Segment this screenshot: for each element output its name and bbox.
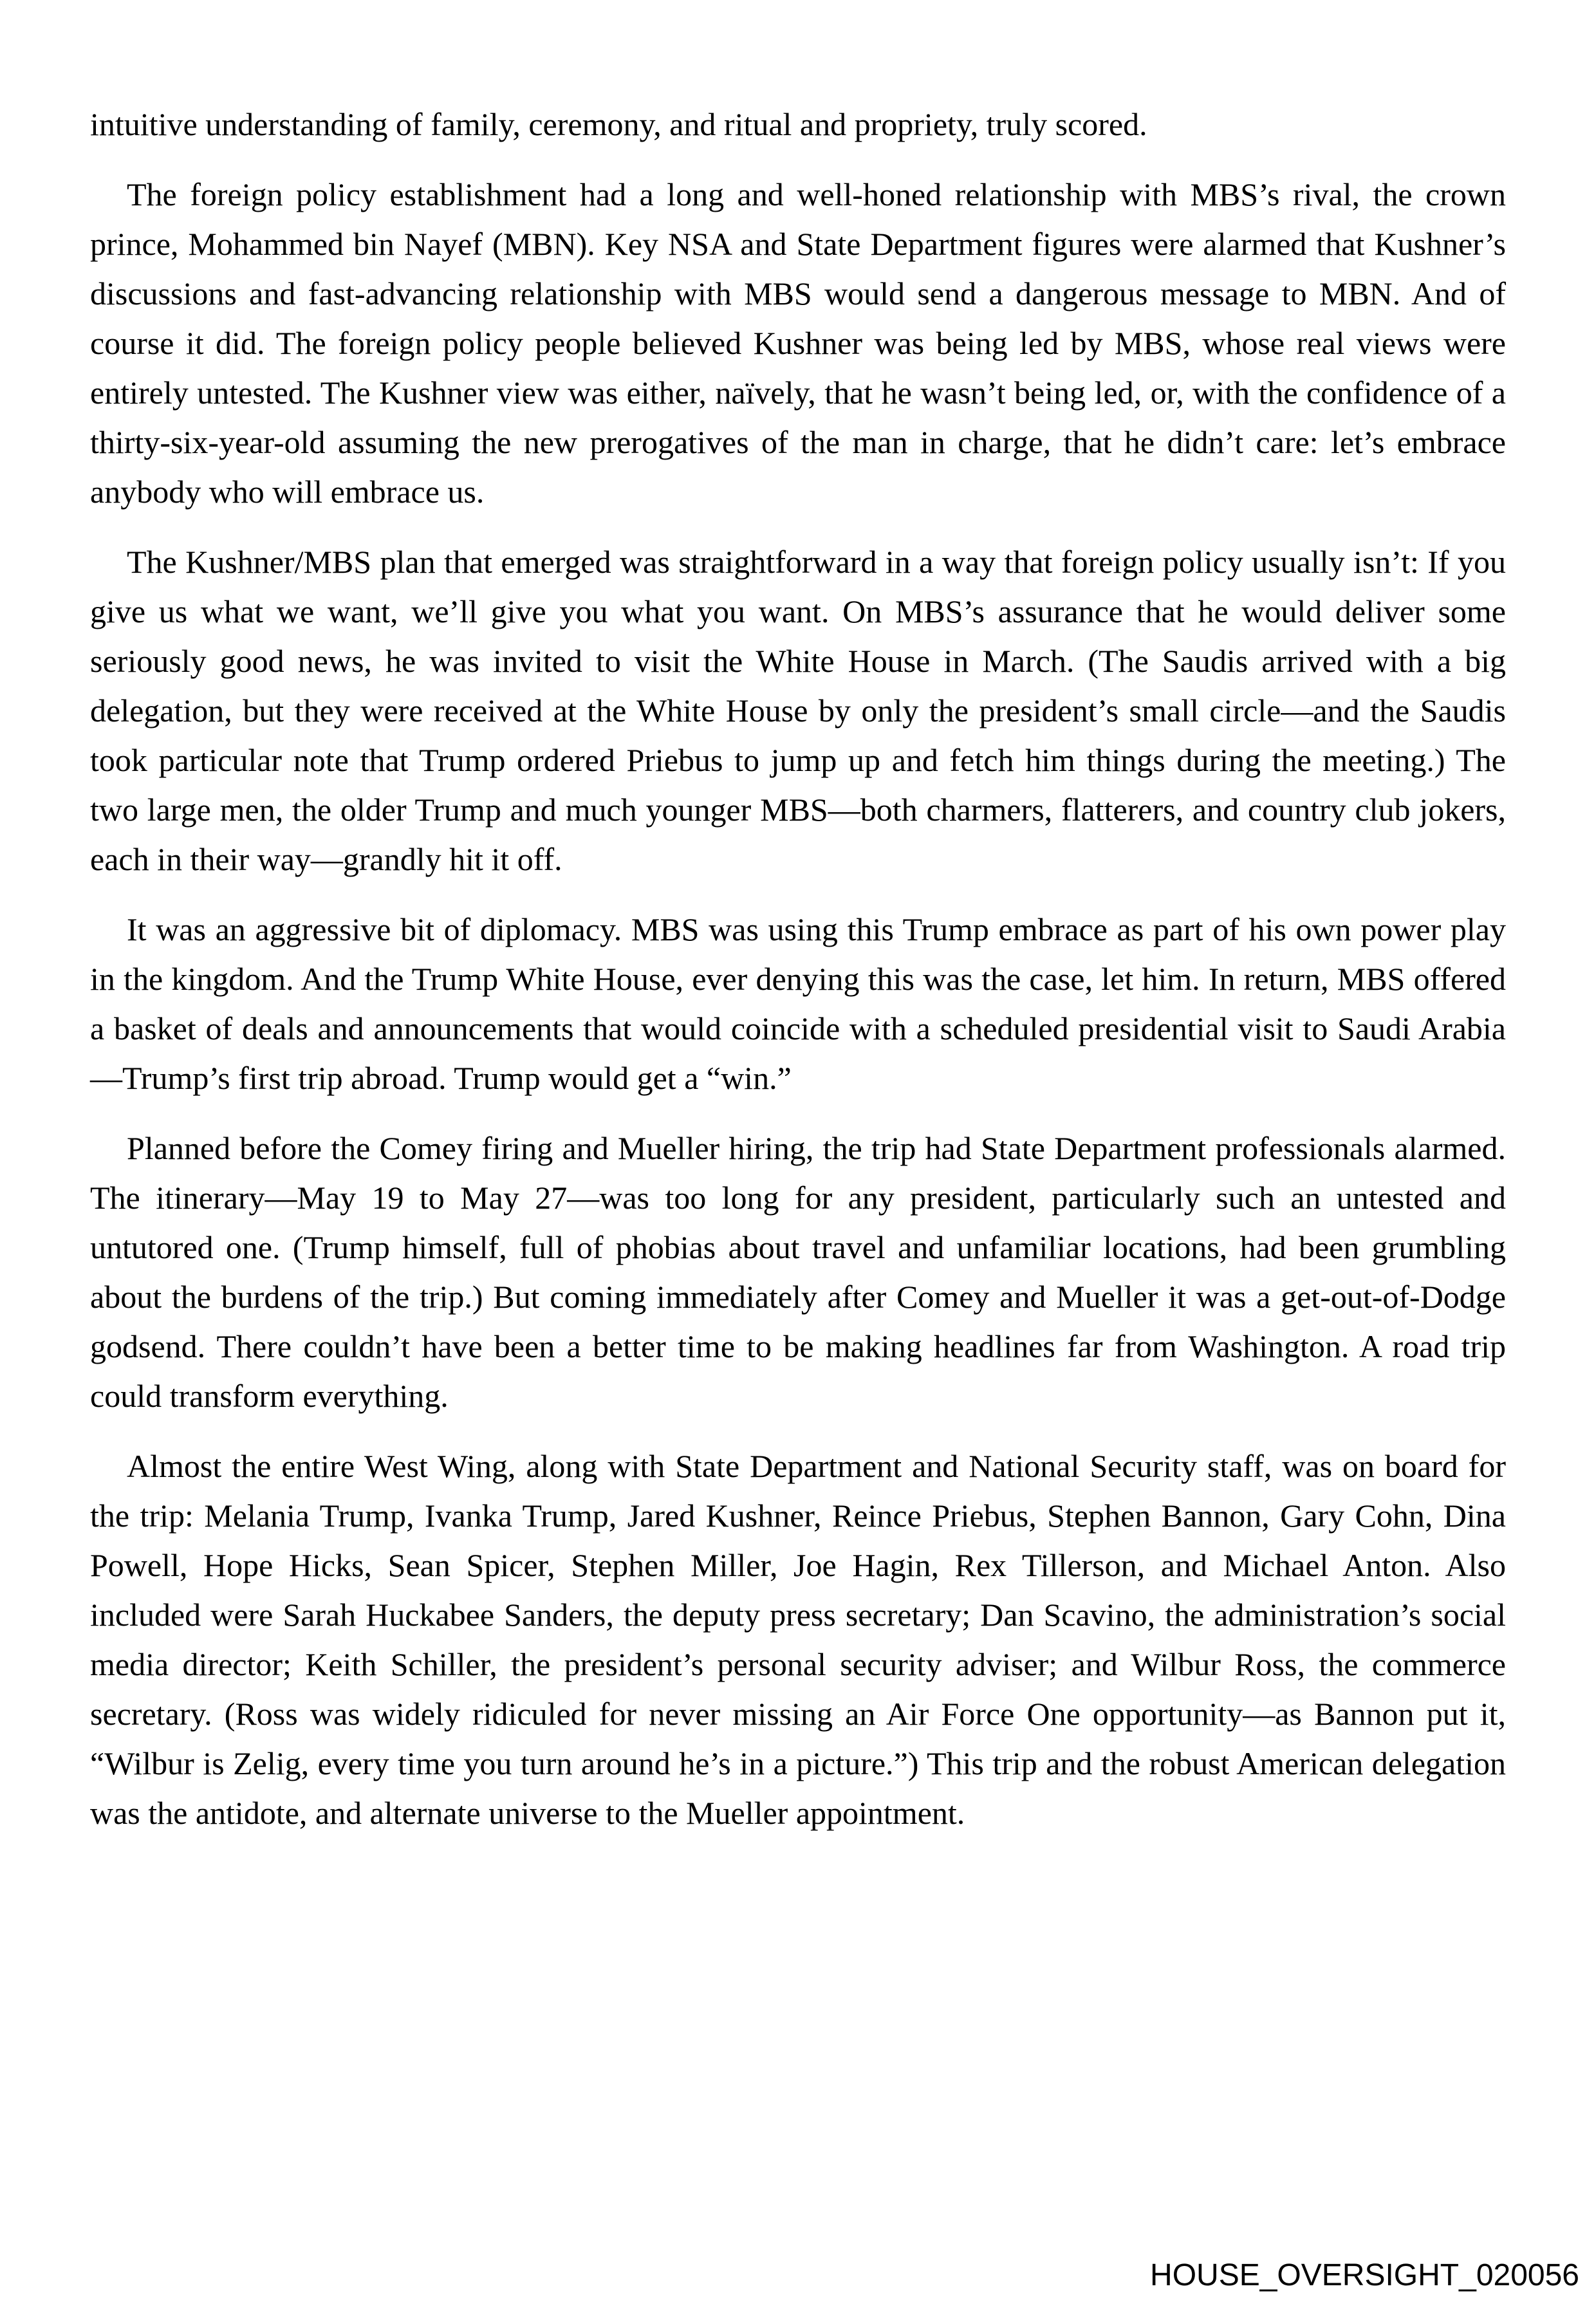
paragraph-4: It was an aggressive bit of diplomacy. MBS was using this Trump embrace as part of his own power play in the kingdom. And the Trump White House, ever denying this was the case, let him. In return, MBS offered a basket of deals and announcements that would coincide with a scheduled presidential visit to Saudi Arabia—Trump’s first trip abroad. Trump would get a “win.” — [90, 911, 1506, 1096]
paragraph-5: Planned before the Comey firing and Mueller hiring, the trip had State Department professionals alarmed. The itinerary—May 19 to May 27—was too long for any president, particularly such an untested and untutored one. (Trump himself, full of phobias about travel and unfamiliar locations, had been grumbling about the burdens of the trip.) But coming immediately after Comey and Mueller it was a get-out-of-Dodge godsend. There couldn’t have been a better time to be making headlines far from Washington. A road trip could transform everything. — [90, 1130, 1506, 1414]
paragraph-1: intuitive understanding of family, ceremony, and ritual and propriety, truly scored. — [90, 106, 1147, 142]
paragraph-2: The foreign policy establishment had a long and well-honed relationship with MBS’s rival, the crown prince, Mohammed bin Nayef (MBN). Key NSA and State Department figures were alarmed that Kushner’s discussions and fast-advancing relationship with MBS would send a dangerous message to MBN. And of course it did. The foreign policy people believed Kushner was being led by MBS, whose real views were entirely untested. The Kushner view was either, naïvely, that he wasn’t being led, or, with the confidence of a thirty-six-year-old assuming the new prerogatives of the man in charge, that he didn’t care: let’s embrace anybody who will embrace us. — [90, 176, 1506, 510]
paragraph-3: The Kushner/MBS plan that emerged was straightforward in a way that foreign policy usually isn’t: If you give us what we want, we’ll give you what you want. On MBS’s assurance that he would deliver some seriously good news, he was invited to visit the White House in March. (The Saudis arrived with a big delegation, but they were received at the White House by only the president’s small circle—and the Saudis took particular note that Trump ordered Priebus to jump up and fetch him things during the meeting.) The two large men, the older Trump and much younger MBS—both charmers, flatterers, and country club jokers, each in their way—grandly hit it off. — [90, 544, 1506, 877]
page-body — [90, 100, 1506, 1859]
bates-stamp: HOUSE_OVERSIGHT_020056 — [1150, 2258, 1579, 2293]
paragraph-6: Almost the entire West Wing, along with State Department and National Security staff, was on board for the trip: Melania Trump, Ivanka Trump, Jared Kushner, Reince Priebus, Stephen Bannon, Gary Cohn, Dina Powell, Hope Hicks, Sean Spicer, Stephen Miller, Joe Hagin, Rex Tillerson, and Michael Anton. Also included were Sarah Huckabee Sanders, the deputy press secretary; Dan Scavino, the administration’s social media director; Keith Schiller, the president’s personal security adviser; and Wilbur Ross, the commerce secretary. (Ross was widely ridiculed for never missing an Air Force One opportunity—as Bannon put it, “Wilbur is Zelig, every time you turn around he’s in a picture.”) This trip and the robust American delegation was the antidote, and alternate universe to the Mueller appointment. — [90, 1448, 1506, 1831]
